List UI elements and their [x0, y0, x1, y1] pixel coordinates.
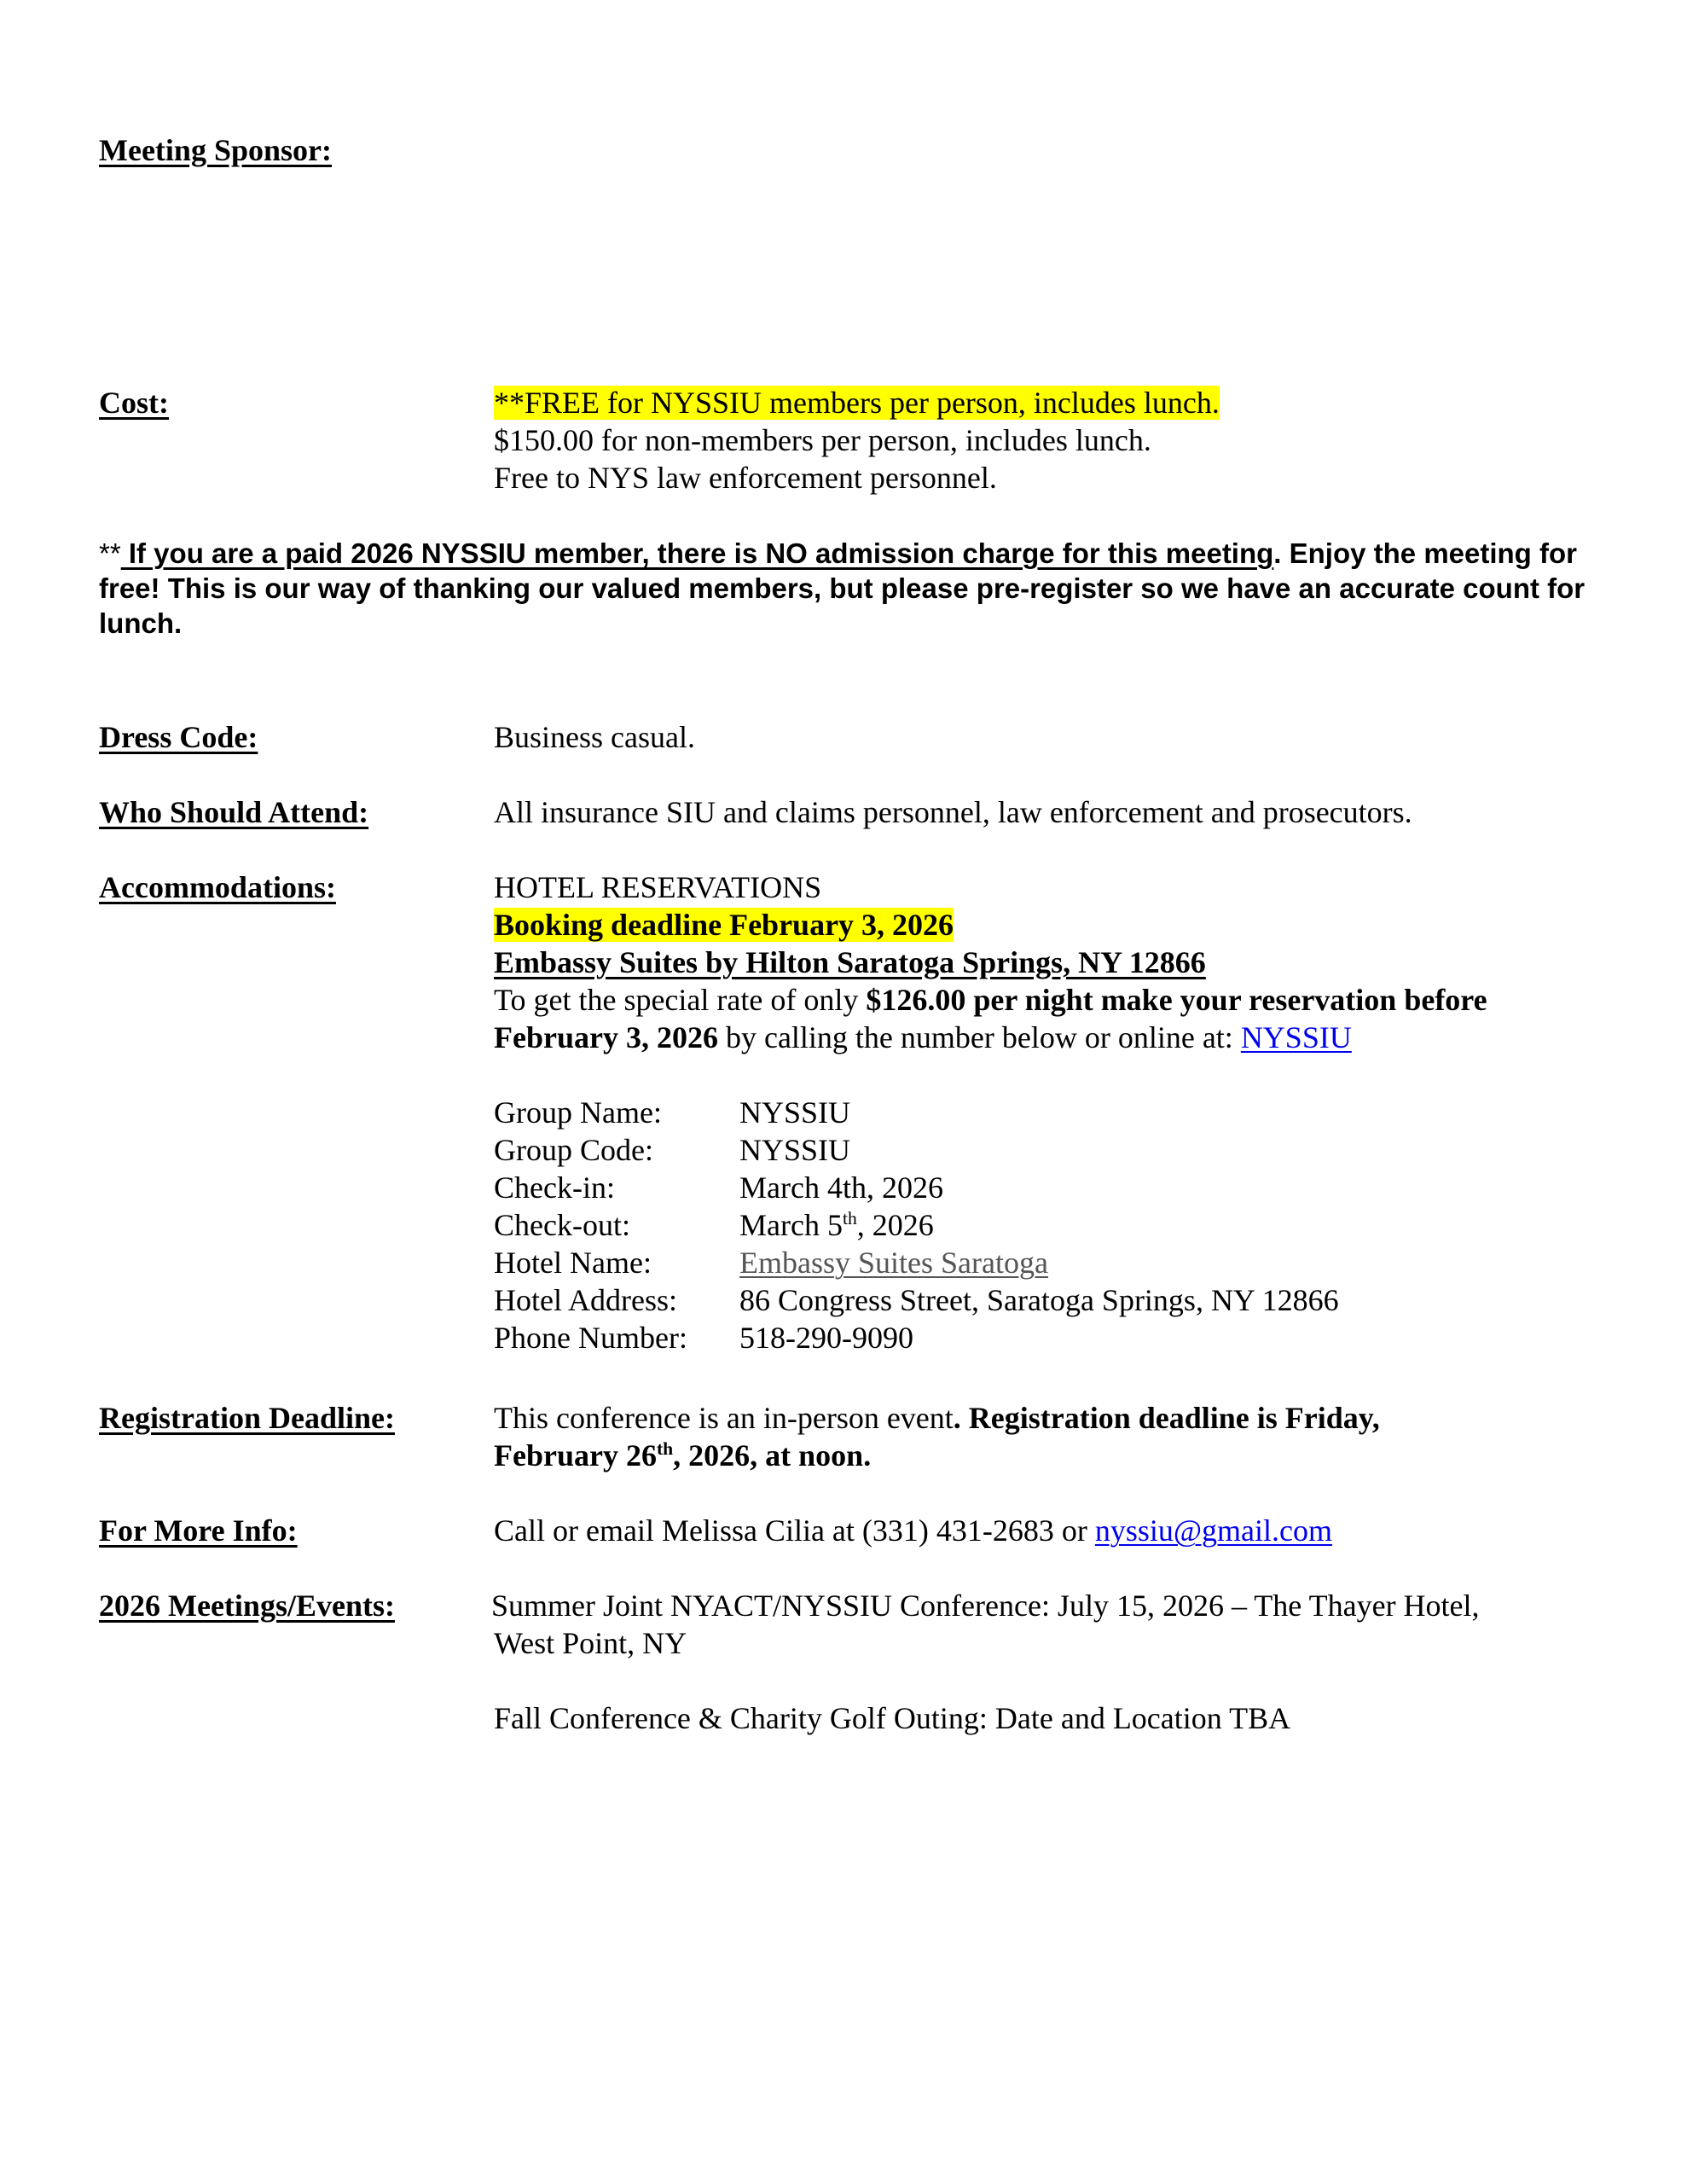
event-summer-line-1: Summer Joint NYACT/NYSSIU Conference: July 15, 2026 – The Thayer Hotel,: [491, 1589, 1480, 1623]
detail-key: Hotel Address:: [494, 1283, 677, 1317]
accommodations-label: Accommodations:: [99, 870, 336, 904]
more-info-label: For More Info:: [99, 1513, 298, 1548]
detail-value: [739, 1206, 934, 1244]
check-out-date-tail: , 2026: [856, 1208, 934, 1242]
events-label: 2026 Meetings/Events:: [99, 1589, 395, 1623]
detail-value: March 4th, 2026: [739, 1170, 943, 1205]
detail-key: Group Name:: [494, 1095, 662, 1130]
detail-row-check-in: [494, 1169, 1339, 1206]
rate-text-1: To get the special rate of only: [494, 983, 867, 1017]
dress-code-value: Business casual.: [494, 720, 695, 754]
detail-value: 86 Congress Street, Saratoga Springs, NY 12866: [739, 1283, 1339, 1317]
cost-member-line: [494, 384, 1220, 421]
detail-key: Check-out:: [494, 1208, 630, 1242]
nyssiu-online-link[interactable]: NYSSIU: [1240, 1020, 1352, 1054]
detail-row-check-out: [494, 1206, 1339, 1244]
registration-line-2: [494, 1437, 871, 1474]
who-should-attend-label: Who Should Attend:: [99, 795, 369, 829]
detail-value: NYSSIU: [739, 1133, 851, 1167]
registration-date-main: February 26: [494, 1438, 657, 1472]
cost-label: Cost:: [99, 386, 169, 420]
more-info-text: Call or email Melissa Cilia at (331) 431-2683 or: [494, 1513, 1095, 1548]
check-out-date-main: March 5: [739, 1208, 843, 1242]
dress-code-label: Dress Code:: [99, 720, 258, 754]
event-fall: Fall Conference & Charity Golf Outing: Date and Location TBA: [494, 1701, 1291, 1735]
detail-row-hotel-name: [494, 1244, 1339, 1281]
detail-row-hotel-address: [494, 1281, 1339, 1319]
detail-row-phone-number: [494, 1319, 1339, 1356]
booking-deadline: Booking deadline February 3, 2026: [494, 908, 954, 942]
registration-text-bold-1: . Registration deadline is Friday,: [953, 1401, 1380, 1435]
detail-key: Hotel Name:: [494, 1246, 652, 1280]
cost-member-highlight: **FREE for NYSSIU members per person, includes lunch.: [494, 386, 1220, 420]
registration-line-1: [494, 1399, 1380, 1437]
rate-bold-1: $126.00 per night make your reservation before: [866, 983, 1487, 1017]
cost-law-enforcement-line: Free to NYS law enforcement personnel.: [494, 461, 997, 495]
notice-stars: **: [99, 537, 121, 569]
registration-date-sup: th: [656, 1438, 674, 1459]
registration-deadline-label: Registration Deadline:: [99, 1401, 395, 1435]
who-should-attend-value: All insurance SIU and claims personnel, law enforcement and prosecutors.: [494, 795, 1412, 829]
detail-row-group-code: [494, 1131, 1339, 1169]
detail-key: Phone Number:: [494, 1321, 687, 1355]
registration-date-tail: , 2026, at noon.: [673, 1438, 872, 1472]
more-info-value: [494, 1512, 1332, 1549]
cost-nonmember-line: $150.00 for non-members per person, includes lunch.: [494, 423, 1151, 457]
event-summer-line-2: West Point, NY: [494, 1626, 687, 1660]
hotel-name-link[interactable]: Embassy Suites Saratoga: [739, 1246, 1048, 1280]
detail-value: NYSSIU: [739, 1095, 851, 1130]
meeting-sponsor-label: Meeting Sponsor:: [99, 133, 332, 167]
detail-row-group-name: [494, 1094, 1339, 1131]
booking-deadline-line: [494, 906, 954, 944]
rate-text-2: by calling the number below or online at:: [717, 1020, 1241, 1054]
member-notice: [99, 536, 1617, 641]
hotel-details: [494, 1094, 1339, 1356]
rate-bold-2: February 3, 2026: [494, 1020, 718, 1054]
hotel-title: Embassy Suites by Hilton Saratoga Springs, NY 12866: [494, 945, 1206, 979]
registration-text-plain: This conference is an in-person event: [494, 1401, 954, 1435]
rate-line-2: [494, 1019, 1352, 1056]
detail-key: Group Code:: [494, 1133, 653, 1167]
hotel-reservations-heading: HOTEL RESERVATIONS: [494, 870, 822, 904]
email-link[interactable]: nyssiu@gmail.com: [1094, 1513, 1333, 1548]
rate-line-1: [494, 981, 1487, 1019]
notice-underlined: If you are a paid 2026 NYSSIU member, there is NO admission charge for this meeting: [120, 537, 1274, 569]
detail-key: Check-in:: [494, 1170, 615, 1205]
detail-value: 518-290-9090: [739, 1321, 913, 1355]
notice-rest: . Enjoy the meeting for free! This is our way of thanking our valued members, but please pre-register so we have an accurate count for lunch.: [99, 537, 1586, 639]
check-out-date-sup: th: [842, 1208, 857, 1228]
